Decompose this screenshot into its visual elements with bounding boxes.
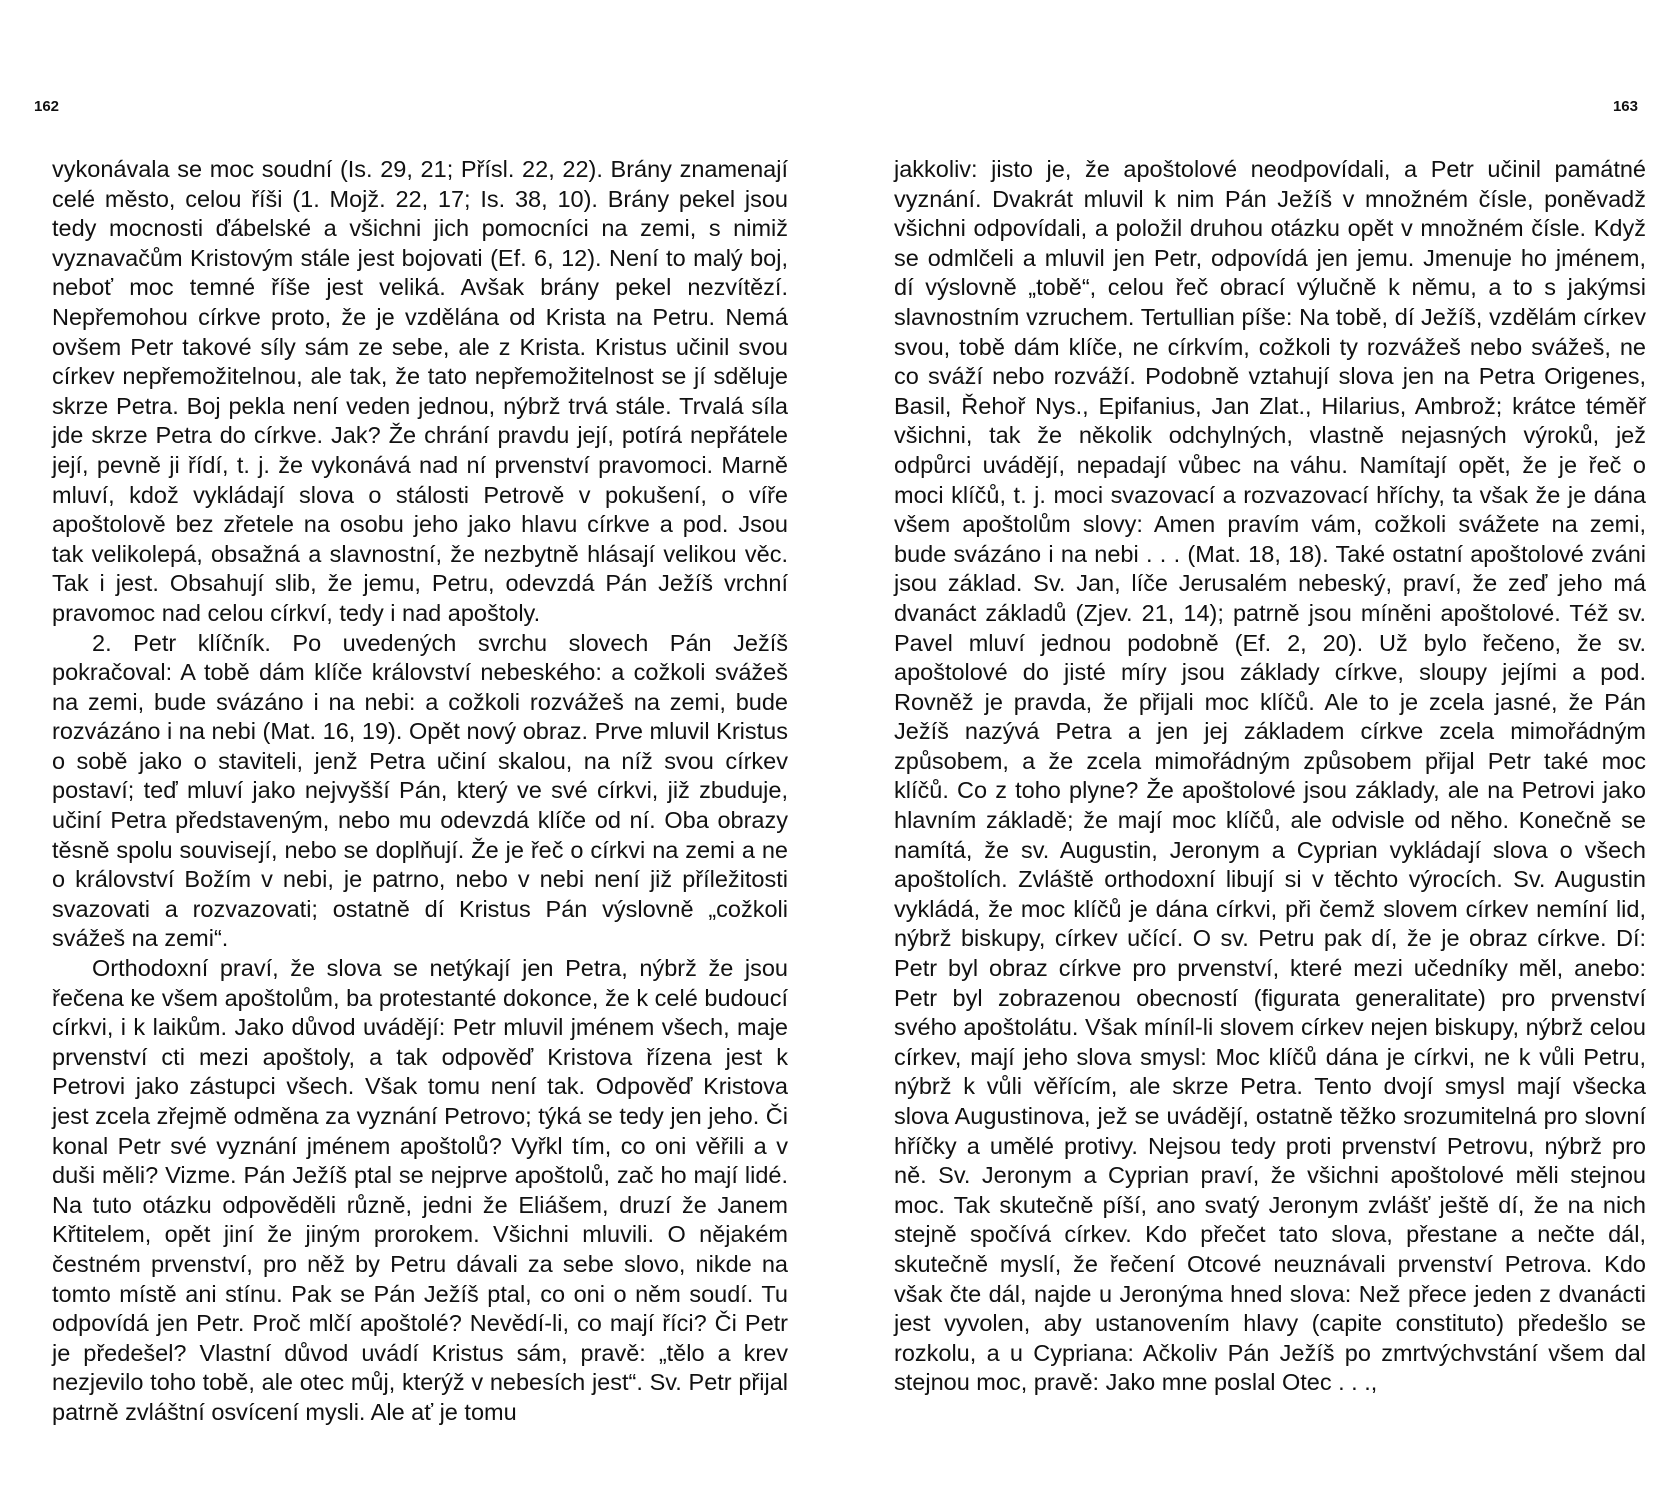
page-number-left: 162 [34, 98, 60, 115]
paragraph: 2. Petr klíčník. Po uvedených svrchu slovech Pán Ježíš pokračoval: A tobě dám klíče království nebeského: a cožkoli svážeš na zemi, bude svázáno i na nebi: a cožkoli rozvážeš na zemi, bude rozvázáno i na nebi (Mat. 16, 19). Opět nový obraz. Prve mluvil Kristus o sobě jako o staviteli, jenž Petra učiní skalou, na níž svou církev postaví; teď mluví jako nejvyšší Pán, který ve své církvi, již zbuduje, učiní Petra představeným, nebo mu odevzdá klíče od ní. Oba obrazy těsně spolu souvisejí, nebo se doplňují. Že je řeč o církvi na zemi a ne o království Božím v nebi, je patrno, nebo v nebi není již příležitosti svazovati a rozvazovati; ostatně dí Kristus Pán výslovně „cožkoli svážeš na zemi“. [52, 629, 788, 952]
right-page [836, 0, 1672, 1500]
left-page-text [52, 155, 788, 1428]
paragraph: vykonávala se moc soudní (Is. 29, 21; Přísl. 22, 22). Brány znamenají celé město, celou říši (1. Mojž. 22, 17; Is. 38, 10). Brány pekel jsou tedy mocnosti ďábelské a všichni jich pomocníci na zemi, s nimiž vyznavačům Kristovým stále jest bojovati (Ef. 6, 12). Není to malý boj, neboť moc temné říše jest veliká. Avšak brány pekel nezvítězí. Nepřemohou církve proto, že je vzdělána od Krista na Petru. Nemá ovšem Petr takové síly sám ze sebe, ale z Krista. Kristus učinil svou církev nepřemožitelnou, ale tak, že tato nepřemožitelnost se jí sděluje skrze Petra. Boj pekla není veden jednou, nýbrž trvá stále. Trvalá síla jde skrze Petra do církve. Jak? Že chrání pravdu její, potírá nepřátele její, pevně ji řídí, t. j. že vykonává nad ní prvenství pravomoci. Marně mluví, kdož vykládají slova o stálosti Petrově v pokušení, o víře apoštolově bez zřetele na osobu jeho jako hlavu církve a pod. Jsou tak velikolepá, obsažná a slavnostní, že nezbytně hlásají velikou věc. Tak i jest. Obsahují slib, že jemu, Petru, odevzdá Pán Ježíš vrchní pravomoc nad celou církví, tedy i nad apoštoly. [52, 156, 788, 626]
paragraph: jakkoliv: jisto je, že apoštolové neodpovídali, a Petr učinil památné vyznání. Dvakrát mluvil k nim Pán Ježíš v množném čísle, poněvadž všichni odpovídali, a položil druhou otázku opět v množném čísle. Když se odmlčeli a mluvil jen Petr, odpovídá jen jemu. Jmenuje ho jménem, dí výslovně „tobě“, celou řeč obrací výlučně k němu, a to s jakýmsi slavnostním vzruchem. Tertullian píše: Na tobě, dí Ježíš, vzdělám církev svou, tobě dám klíče, ne církvím, cožkoli ty rozvážeš nebo svážeš, ne co sváží nebo rozváží. Podobně vztahují slova jen na Petra Origenes, Basil, Řehoř Nys., Epifanius, Jan Zlat., Hilarius, Ambrož; krátce téměř všichni, tak že několik odchylných, vlastně nejasných výroků, jež odpůrci uvádějí, nepadají vůbec na váhu. Namítají opět, že je řeč o moci klíčů, t. j. moci svazovací a rozvazovací hříchy, ta však že je dána všem apoštolům slovy: Amen pravím vám, cožkoli svážete na zemi, bude svázáno i na nebi . . . (Mat. 18, 18). Také ostatní apoštolové zváni jsou základ. Sv. Jan, líče Jerusalém nebeský, praví, že zeď jeho má dvanáct základů (Zjev. 21, 14); patrně jsou míněni apoštolové. Též sv. Pavel mluví jednou podobně (Ef. 2, 20). Už bylo řečeno, že sv. apoštolové do jisté míry jsou základy církve, sloupy jejími a pod. Rovněž je pravda, že přijali moc klíčů. Ale to je zcela jasné, že Pán Ježíš nazývá Petra a jen jej základem církve zcela mimořádným způsobem, a že zcela mimořádným způsobem přijal Petr také moc klíčů. Co z toho plyne? Že apoštolové jsou základy, ale na Petrovi jako hlavním základě; že mají moc klíčů, ale odvisle od něho. Konečně se namítá, že sv. Augustin, Jeronym a Cyprian vykládají slova o všech apoštolích. Zvláště orthodoxní libují si v těchto výrocích. Sv. Augustin vykládá, že moc klíčů je dána církvi, při čemž slovem církev nemíní lid, nýbrž biskupy, církev učící. O sv. Petru pak dí, že je obraz církve. Dí: Petr byl obraz církve pro prvenství, které mezi učedníky měl, anebo: Petr byl zobrazenou obecností (figurata generalitate) pro prvenství svého apoštolátu. Však míníl-li slovem církev nejen biskupy, nýbrž celou církev, mají jeho slova smysl: Moc klíčů dána je církvi, ne k vůli Petru, nýbrž k vůli věřícím, ale skrze Petra. Tento dvojí smysl mají všecka slova Augustinova, jež se uvádějí, ostatně těžko srozumitelná pro slovní hříčky a umělé protivy. Nejsou tedy proti prvenství Petrovu, nýbrž pro ně. Sv. Jeronym a Cyprian praví, že všichni apoštolové měli stejnou moc. Tak skutečně píší, ano svatý Jeronym zvlášť ještě dí, že na nich stejně spočívá církev. Kdo přečet tato slova, přestane a nečte dál, skutečně myslí, že řečení Otcové neuznávali prvenství Petrova. Kdo však čte dál, najde u Jeronýma hned slova: Než přece jeden z dvanácti jest vyvolen, aby ustanovením hlavy (capite constituto) předešlo se rozkolu, a u Cypriana: Ačkoliv Pán Ježíš po zmrtvýchvstání všem dal stejnou moc, pravě: Jako mne poslal Otec . . ., [894, 156, 1646, 1396]
page-number-right: 163 [1612, 98, 1638, 115]
right-page-text [894, 155, 1646, 1398]
paragraph: Orthodoxní praví, že slova se netýkají jen Petra, nýbrž že jsou řečena ke všem apoštolům, ba protestanté dokonce, že k celé budoucí církvi, i k laikům. Jako důvod uvádějí: Petr mluvil jménem všech, maje prvenství cti mezi apoštoly, a tak odpověď Kristova řízena jest k Petrovi jako zástupci všech. Však tomu není tak. Odpověď Kristova jest zcela zřejmě odměna za vyznání Petrovo; týká se tedy jen jeho. Či konal Petr své vyznání jménem apoštolů? Vyřkl tím, co oni věřili a v duši měli? Vizme. Pán Ježíš ptal se nejprve apoštolů, zač ho mají lidé. Na tuto otázku odpověděli různě, jedni že Eliášem, druzí že Janem Křtitelem, opět jiní že jiným prorokem. Všichni mluvili. O nějakém čestném prvenství, pro něž by Petru dávali za sebe slovo, nikde na tomto místě ani stínu. Pak se Pán Ježíš ptal, co oni o něm soudí. Tu odpovídá jen Petr. Proč mlčí apoštolé? Nevědí-li, co mají říci? Či Petr je předešel? Vlastní důvod uvádí Kristus sám, pravě: „tělo a krev nezjevilo toho tobě, ale otec můj, kterýž v nebesích jest“. Sv. Petr přijal patrně zvláštní osvícení mysli. Ale ať je tomu [52, 955, 788, 1425]
